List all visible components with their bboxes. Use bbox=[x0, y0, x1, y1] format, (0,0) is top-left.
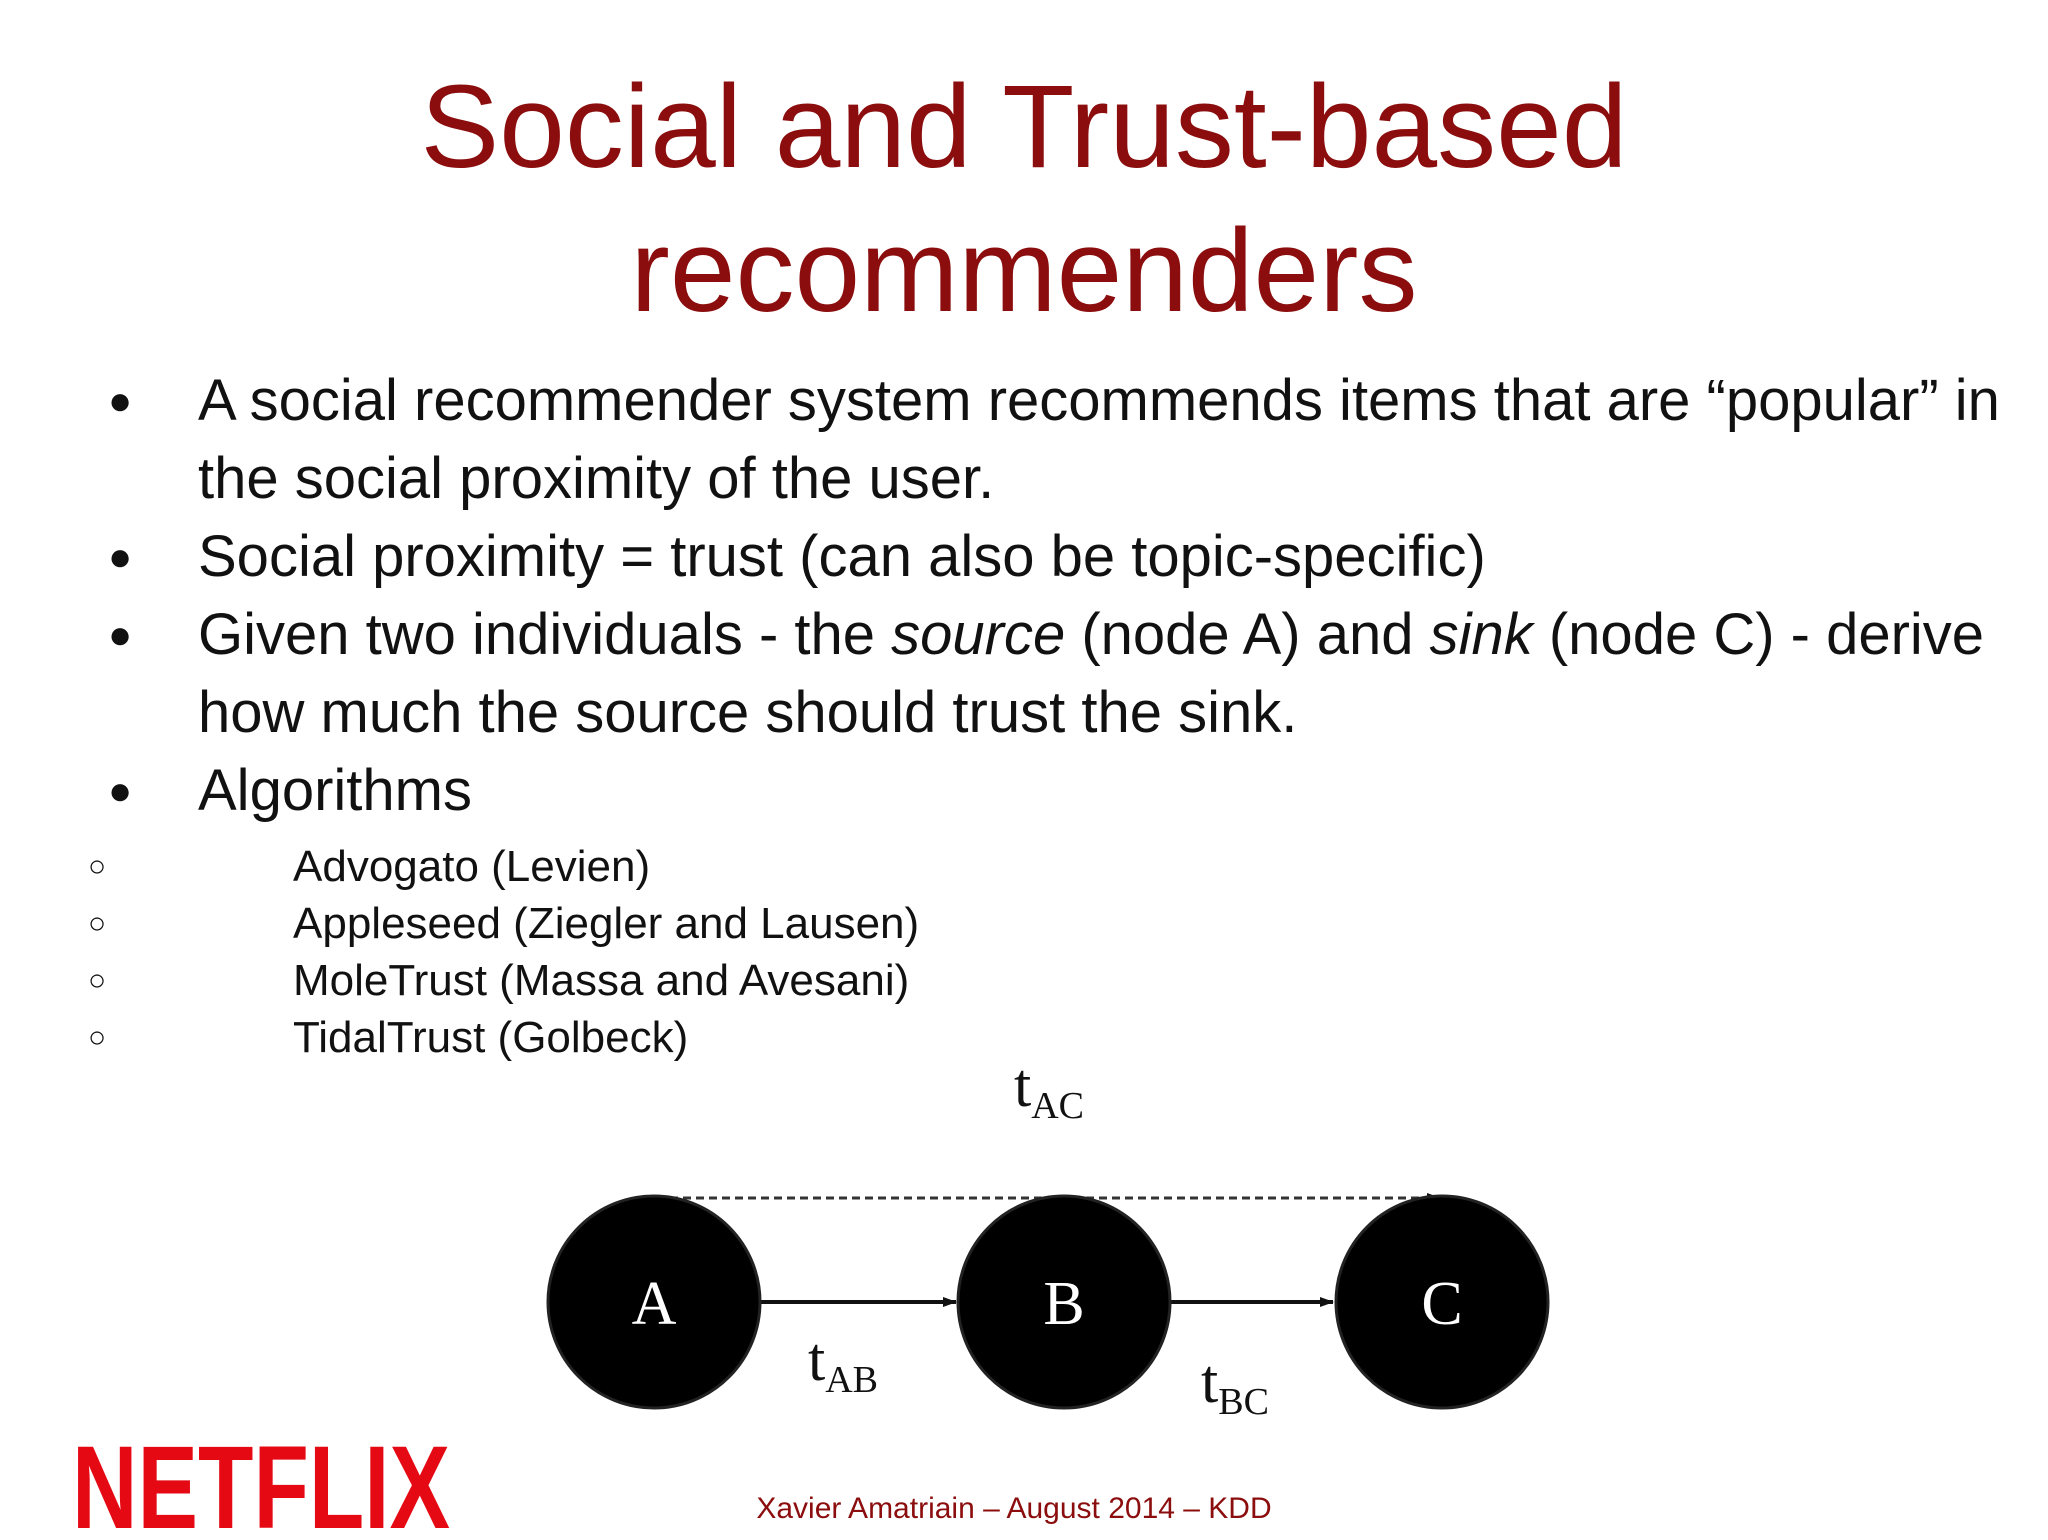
node-b-label: B bbox=[1043, 1270, 1085, 1338]
bullet-item bbox=[108, 362, 2008, 518]
slide-title bbox=[0, 55, 2048, 343]
title-line-2: recommenders bbox=[630, 205, 1418, 337]
bullet-text-part: Given two individuals - the bbox=[198, 602, 892, 667]
algorithm-item: ○ TidalTrust (Golbeck) bbox=[198, 1009, 2008, 1066]
slide-footer bbox=[0, 1492, 2048, 1526]
trust-graph-diagram bbox=[530, 1040, 1580, 1460]
bullet-text: Algorithms bbox=[198, 758, 472, 823]
bullet-text: Social proximity = trust (can also be topic-specific) bbox=[198, 524, 1486, 589]
algorithm-item: ○ Advogato (Levien) bbox=[198, 838, 2008, 895]
edge-ac-label: tAC bbox=[1014, 1052, 1085, 1127]
source-term: source bbox=[891, 602, 1066, 667]
edge-ab-label: tAB bbox=[808, 1326, 879, 1401]
bullet-item bbox=[108, 518, 2008, 596]
footer-text: Xavier Amatriain – August 2014 – KDD bbox=[756, 1492, 1272, 1525]
node-a-label: A bbox=[631, 1270, 677, 1338]
bullet-item bbox=[108, 596, 2008, 752]
node-c bbox=[1336, 1196, 1548, 1408]
node-b bbox=[958, 1196, 1170, 1408]
edge-bc-label: tBC bbox=[1201, 1348, 1269, 1423]
netflix-logo-text: NETFLIX bbox=[72, 1422, 450, 1540]
bullet-text-part: (node A) and bbox=[1065, 602, 1430, 667]
bullet-text: A social recommender system recommends items that are “popular” in the social proximity of the user. bbox=[198, 368, 2000, 511]
algorithm-item: ○ Appleseed (Ziegler and Lausen) bbox=[198, 895, 2008, 952]
node-c-label: C bbox=[1421, 1270, 1463, 1338]
bullet-item bbox=[108, 752, 2008, 1066]
sink-term: sink bbox=[1429, 602, 1533, 667]
algorithm-list bbox=[198, 838, 2008, 1066]
node-a bbox=[548, 1196, 760, 1408]
bullet-list bbox=[108, 362, 2008, 1066]
algorithm-item: ○ MoleTrust (Massa and Avesani) bbox=[198, 952, 2008, 1009]
title-line-1: Social and Trust-based bbox=[420, 61, 1628, 193]
bullet-text-part: (node C) - derive how much the source should trust the sink. bbox=[198, 602, 1985, 745]
